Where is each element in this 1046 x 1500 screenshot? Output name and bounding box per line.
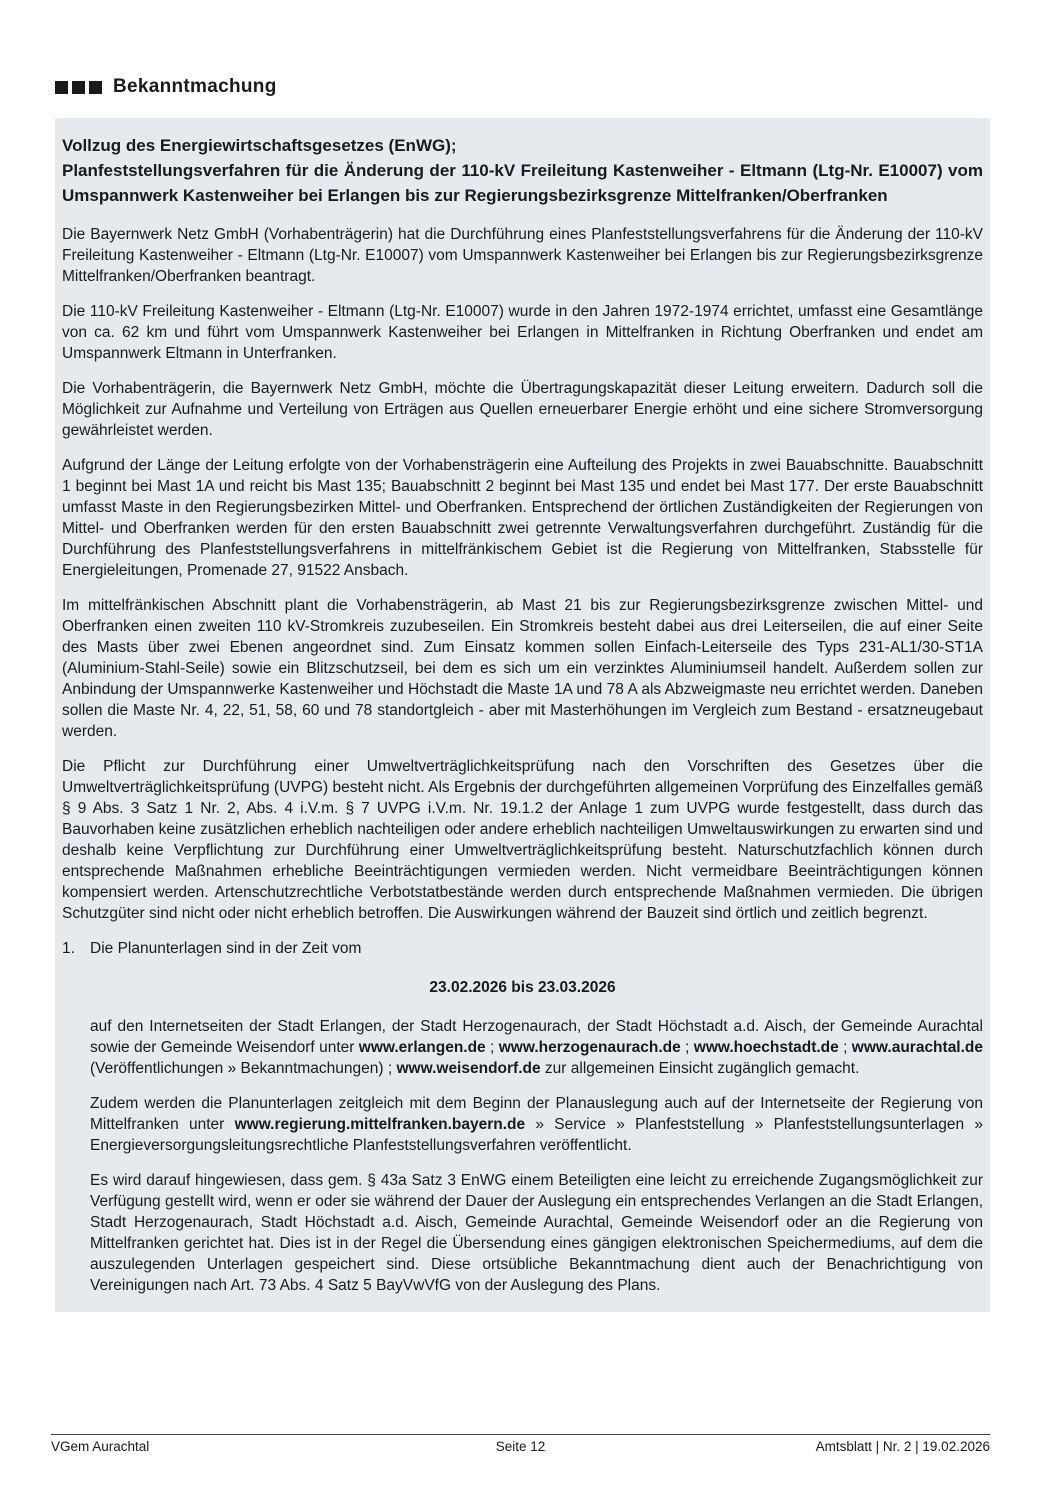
document-header <box>55 76 277 98</box>
footer-publisher: VGem Aurachtal <box>51 1439 150 1454</box>
notice-paragraph-uvpg: Die Pflicht zur Durchführung einer Umweltverträglichkeitsprüfung nach den Vorschriften des Gesetzes über die Umweltverträglichkeitsprüfung (UVPG) besteht nicht. Als Ergebnis der durchgeführten allgemeinen Vorprüfung des Einzelfalles gemäß § 9 Abs. 3 Satz 1 Nr. 2, Abs. 4 i.V.m. § 7 UVPG i.V.m. Nr. 19.1.2 der Anlage 1 zum UVPG wurde festgestellt, dass durch das Bauvorhaben keine zusätzlichen erheblich nachteiligen oder andere erheblich nachteiligen Umweltauswirkungen zu erwarten sind und deshalb keine Verpflichtung zur Durchführung einer Umweltverträglichkeitsprüfung besteht. Naturschutzfachlich können durch entsprechende Maßnahmen erhebliche Beeinträchtigungen vermieden werden. Nicht vermeidbare Beeinträchtigungen können kompensiert werden. Artenschutzrechtliche Verbotstatbestände werden durch entsprechende Maßnahmen vermieden. Die übrigen Schutzgüter sind nicht oder nicht erheblich betroffen. Die Auswirkungen während der Bauzeit sind örtlich und zeitlich begrenzt. <box>62 758 984 922</box>
notice-title-line2: Planfeststellungsverfahren für die Änderung der 110-kV Freileitung Kastenweiher - Eltmann (Ltg-Nr. E10007) vom Umspannwerk Kastenweiher bei Erlangen bis zur Regierungsbezirksgrenze Mittelfranken/Oberfranken <box>62 161 983 205</box>
notice-paragraph-government-website: Zudem werden die Planunterlagen zeitgleich mit dem Beginn der Planauslegung auch auf der Internetseite der Regierung von Mittelfranken unter www.regierung.mittelfranken.bayern.de » Service » Planfeststellung » Planfeststellungsunterlagen » Energieversorgungsleitungsrechtliche Planfeststellungsverfahren veröffentlicht. <box>90 1095 983 1154</box>
notice-paragraph-technical: Im mittelfränkischen Abschnitt plant die Vorhabensträgerin, ab Mast 21 bis zur Regierungsbezirksgrenze zwischen Mittel- und Oberfranken einen zweiten 110 kV-Stromkreis zuzubeseilen. Ein Stromkreis besteht dabei aus drei Leiterseilen, die auf einer Seite des Masts über zwei Ebenen angeordnet sind. Zum Einsatz kommen sollen Einfach-Leiterseile des Typs 231-AL1/30-ST1A (Aluminium-Stahl-Seile) sowie ein Blitzschutzseil, bei dem es sich um ein verzinktes Aluminiumseil handelt. Außerdem sollen zur Anbindung der Umspannwerke Kastenweiher und Höchstadt die Maste 1A und 78 A als Abzweigmaste neu errichtet werden. Daneben sollen die Maste Nr. 4, 22, 51, 58, 60 und 78 standortgleich - aber mit Masterhöhungen im Vergleich zum Bestand - ersatzneugebaut werden. <box>62 597 983 740</box>
square-icon <box>55 81 68 94</box>
notice-box <box>55 118 990 1312</box>
notice-paragraph-application: Die Bayernwerk Netz GmbH (Vorhabenträgerin) hat die Durchführung eines Planfeststellungsverfahrens für die Änderung der 110-kV Freileitung Kastenweiher - Eltmann (Ltg-Nr. E10007) vom Umspannwerk Kastenweiher bei Erlangen bis zur Regierungsbezirksgrenze Mittelfranken/Oberfranken beantragt. <box>62 226 983 285</box>
notice-title-line1: Vollzug des Energiewirtschaftsgesetzes (EnWG); <box>62 136 457 155</box>
page-title: Bekanntmachung <box>113 76 277 97</box>
footer-issue-info: Amtsblatt | Nr. 2 | 19.02.2026 <box>815 1439 990 1454</box>
list-item-number: 1. <box>62 940 75 957</box>
footer-page-number: Seite 12 <box>495 1439 546 1454</box>
display-date-range: 23.02.2026 bis 23.03.2026 <box>429 979 616 996</box>
square-icon <box>89 81 102 94</box>
notice-paragraph-line-history: Die 110-kV Freileitung Kastenweiher - Eltmann (Ltg-Nr. E10007) wurde in den Jahren 1972-1974 errichtet, umfasst eine Gesamtlänge von ca. 62 km und führt vom Umspannwerk Kastenweiher bei Erlangen in Mittelfranken in Richtung Oberfranken und endet am Umspannwerk Eltmann in Unterfranken. <box>62 303 983 362</box>
square-icon <box>72 81 85 94</box>
section-marker-icon <box>55 81 102 94</box>
notice-title <box>62 133 983 208</box>
notice-paragraph-capacity: Die Vorhabenträgerin, die Bayernwerk Netz GmbH, möchte die Übertragungskapazität dieser Leitung erweitern. Dadurch soll die Möglichkeit zur Aufnahme und Verteilung von Erträgen aus Quellen erneuerbarer Energie erhöht und eine sichere Stromversorgung gewährleistet werden. <box>62 380 983 439</box>
page-footer <box>51 1434 990 1454</box>
notice-paragraph-sections: Aufgrund der Länge der Leitung erfolgte von der Vorhabensträgerin eine Aufteilung des Projekts in zwei Bauabschnitte. Bauabschnitt 1 beginnt bei Mast 1A und reicht bis Mast 135; Bauabschnitt 2 beginnt bei Mast 135 und endet bei Mast 177. Der erste Bauabschnitt umfasst Maste in den Regierungsbezirken Mittel- und Oberfranken. Entsprechend der örtlichen Zuständigkeiten der Regierungen von Mittel- und Oberfranken werden für den ersten Bauabschnitt zwei getrennte Verwaltungsverfahren durchgeführt. Zuständig für die Durchführung des Planfeststellungsverfahrens in mittelfränkischem Gebiet ist die Regierung von Mittelfranken, Stabsstelle für Energieleitungen, Promenade 27, 91522 Ansbach. <box>62 457 983 579</box>
notice-paragraph-access-note: Es wird darauf hingewiesen, dass gem. § 43a Satz 3 EnWG einem Beteiligten eine leicht zu erreichende Zugangsmöglichkeit zur Verfügung gestellt wird, wenn er oder sie während der Dauer der Auslegung ein entsprechendes Verlangen an die Stadt Erlangen, Stadt Herzogenaurach, Stadt Höchstadt a.d. Aisch, Gemeinde Aurachtal, Gemeinde Weisendorf oder an die Regierung von Mittelfranken gerichtet hat. Dies ist in der Regel die Übersendung eines gängigen elektronischen Speichermediums, auf dem die auszulegenden Unterlagen gespeichert sind. Diese ortsübliche Bekanntmachung dient auch der Benachrichtigung von Vereinigungen nach Art. 73 Abs. 4 Satz 5 BayVwVfG von der Auslegung des Plans. <box>90 1172 983 1294</box>
notice-paragraph-municipal-websites: auf den Internetseiten der Stadt Erlangen, der Stadt Herzogenaurach, der Stadt Höchstadt a.d. Aisch, der Gemeinde Aurachtal sowie der Gemeinde Weisendorf unter www.erlangen.de ; www.herzogenaurach.de ; www.hoechstadt.de ; www.aurachtal.de (Veröffentlichungen » Bekanntmachungen) ; www.weisendorf.de zur allgemeinen Einsicht zugänglich gemacht. <box>90 1018 984 1077</box>
list-item-intro: Die Planunterlagen sind in der Zeit vom <box>90 940 362 957</box>
list-item-1 <box>62 938 983 959</box>
